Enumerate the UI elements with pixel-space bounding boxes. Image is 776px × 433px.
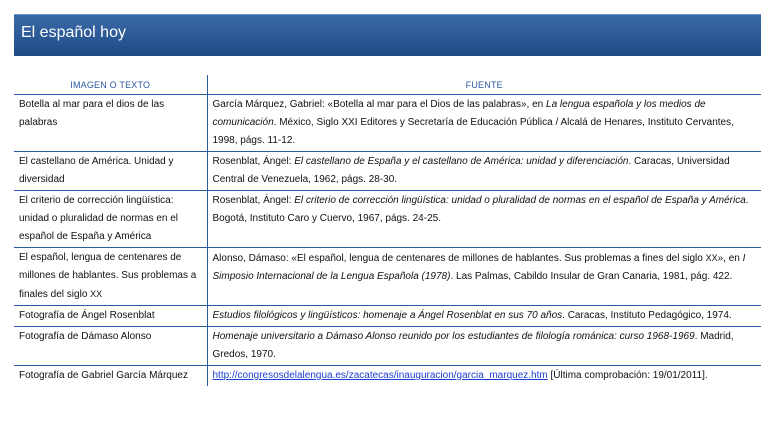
row-item: El castellano de América. Unidad y diversidad <box>14 152 207 191</box>
row-source <box>207 191 761 248</box>
row-source <box>207 366 761 387</box>
row-source <box>207 95 761 152</box>
item-century: XX <box>90 289 103 299</box>
source-title: La lengua española y los medios de comunicación <box>212 99 706 128</box>
row-item <box>14 248 207 306</box>
source-text: », en <box>717 253 743 264</box>
row-source <box>207 248 761 306</box>
source-text: . Caracas, Instituto Pedagógico, 1974. <box>562 310 732 321</box>
row-source <box>207 306 761 327</box>
page-title: El español hoy <box>21 24 126 41</box>
source-title: Homenaje universitario a Dámaso Alonso reunido por los estudiantes de filología románica: curso 1968-1969 <box>212 331 695 342</box>
row-item: El criterio de corrección lingüística: unidad o pluralidad de normas en el español de España y América <box>14 191 207 248</box>
row-item: Fotografía de Dámaso Alonso <box>14 327 207 366</box>
table-row <box>14 327 761 366</box>
source-century: XX <box>705 253 718 263</box>
source-text: Alonso, Dámaso: «El español, lengua de centenares de millones de hablantes. Sus problemas a fines del siglo <box>212 253 706 264</box>
sources-table <box>14 75 761 386</box>
source-text: Rosenblat, Ángel: <box>212 195 295 206</box>
table-row <box>14 306 761 327</box>
source-link[interactable]: http://congresosdelalengua.es/zacatecas/inauguracion/garcia_marquez.htm <box>212 370 548 381</box>
header-image-or-text: IMAGEN O TEXTO <box>14 75 207 95</box>
table-header-row <box>14 75 761 95</box>
header-source: FUENTE <box>207 75 761 95</box>
page-banner <box>14 14 761 56</box>
source-title: El criterio de corrección lingüística: unidad o pluralidad de normas en el español de España y América <box>294 195 746 206</box>
source-text: . Bogotá, Instituto Caro y Cuervo, 1967, págs. 24-25. <box>212 195 749 224</box>
table-row <box>14 366 761 387</box>
source-title: El castellano de España y el castellano de América: unidad y diferenciación <box>294 156 629 167</box>
row-source <box>207 152 761 191</box>
row-item: Fotografía de Ángel Rosenblat <box>14 306 207 327</box>
row-source <box>207 327 761 366</box>
source-text: . Caracas, Universidad Central de Venezuela, 1962, págs. 28-30. <box>212 156 730 185</box>
source-text: García Márquez, Gabriel: «Botella al mar para el Dios de las palabras», en <box>212 99 547 110</box>
source-text: . Madrid, Gredos, 1970. <box>212 331 734 360</box>
source-text: . México, Siglo XXI Editores y Secretaría de Educación Pública / Alcalá de Henares, Instituto Cervantes, 1998, págs. 11-12. <box>212 117 734 146</box>
item-text: El español, lengua de centenares de millones de hablantes. Sus problemas a finales del siglo <box>19 252 197 300</box>
source-text: [Última comprobación: 19/01/2011]. <box>547 370 708 381</box>
source-title: I Simposio Internacional de la Lengua Española (1978) <box>212 253 746 282</box>
source-text: . Las Palmas, Cabildo Insular de Gran Canaria, 1981, pág. 422. <box>450 271 733 282</box>
table-row <box>14 191 761 248</box>
source-text: Rosenblat, Ángel: <box>212 156 295 167</box>
row-item: Botella al mar para el dios de las palabras <box>14 95 207 152</box>
table-row <box>14 152 761 191</box>
table-row <box>14 248 761 306</box>
row-item: Fotografía de Gabriel García Márquez <box>14 366 207 387</box>
source-title: Estudios filológicos y lingüísticos: homenaje a Ángel Rosenblat en sus 70 años <box>212 310 563 321</box>
table-row <box>14 95 761 152</box>
